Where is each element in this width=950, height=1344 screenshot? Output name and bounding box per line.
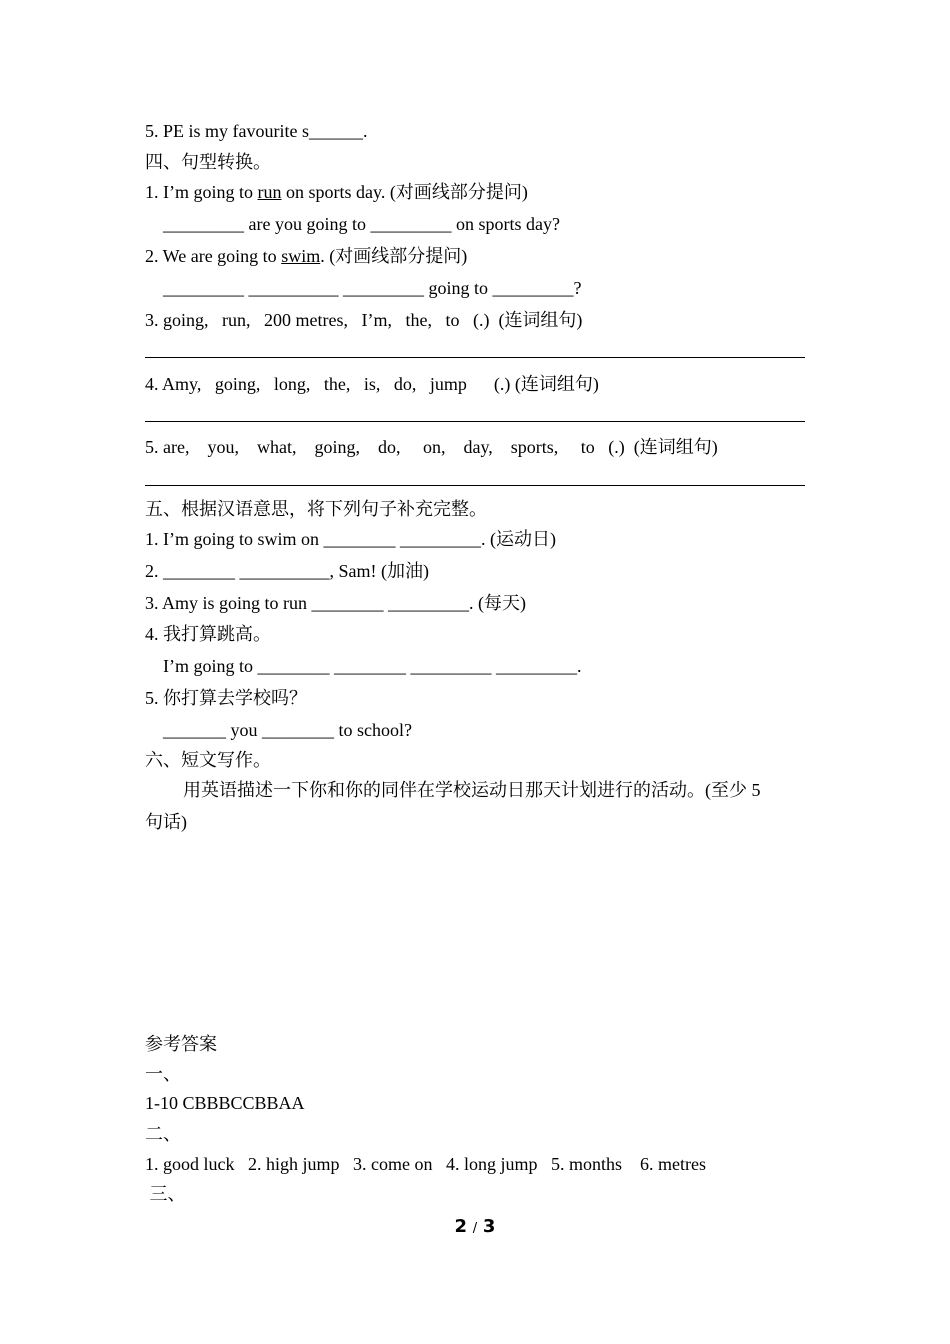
answer-section-2-body: 1. good luck 2. high jump 3. come on 4. long jump 5. months 6. metres [145,1154,706,1174]
q3-5-line: 5. PE is my favourite s______. [145,121,368,141]
answer-line-4-4 [145,421,805,422]
q4-5: 5. are, you, what, going, do, on, day, sports, to (.) (连词组句) [145,437,718,457]
answer-section-3: 三、 [145,1184,186,1204]
q4-4: 4. Amy, going, long, the, is, do, jump (.) (连词组句) [145,374,599,394]
page-number [0,1216,950,1237]
answer-line-4-5 [145,485,805,486]
page-total: 3 [482,1216,496,1237]
q4-1 [145,181,528,203]
q5-4-answer: I’m going to ________ ________ _________ _________. [163,656,582,676]
q5-3: 3. Amy is going to run ________ _________. (每天) [145,593,526,613]
q5-2: 2. ________ __________, Sam! (加油) [145,561,429,581]
q4-2-post: . (对画线部分提问) [320,246,468,266]
q4-2-pre: 2. We are going to [145,246,282,266]
answer-key-title: 参考答案 [145,1034,217,1054]
section-4-title: 四、句型转换。 [145,152,271,172]
q5-1: 1. I’m going to swim on ________ _________. (运动日) [145,529,556,549]
answer-line-4-3 [145,357,805,358]
answer-section-2: 二、 [145,1124,181,1144]
q4-2-underlined: swim [281,246,321,266]
q4-1-pre: 1. I’m going to [145,182,258,202]
section-5-title: 五、根据汉语意思，将下列句子补充完整。 [145,499,487,519]
answer-section-1-body: 1-10 CBBBCCBBAA [145,1093,305,1113]
q4-1-underlined: run [257,182,282,202]
q4-2-answer: _________ __________ _________ going to _________? [163,278,582,298]
q4-2 [145,245,467,267]
q5-5-answer: _______ you ________ to school? [163,720,412,740]
answer-section-1: 一、 [145,1064,181,1084]
q6-prompt-1: 用英语描述一下你和你的同伴在学校运动日那天计划进行的活动。(至少 5 [183,780,761,800]
page-separator: / [472,1221,478,1236]
q4-1-post: on sports day. (对画线部分提问) [281,182,528,202]
q5-5: 5. 你打算去学校吗？ [145,688,307,708]
q4-1-answer: _________ are you going to _________ on sports day? [163,214,560,234]
q6-prompt-2: 句话) [145,812,187,832]
page-current: 2 [454,1216,468,1237]
q4-3: 3. going, run, 200 metres, I’m, the, to (.) (连词组句) [145,310,583,330]
section-6-title: 六、短文写作。 [145,750,271,770]
q5-4: 4. 我打算跳高。 [145,624,271,644]
